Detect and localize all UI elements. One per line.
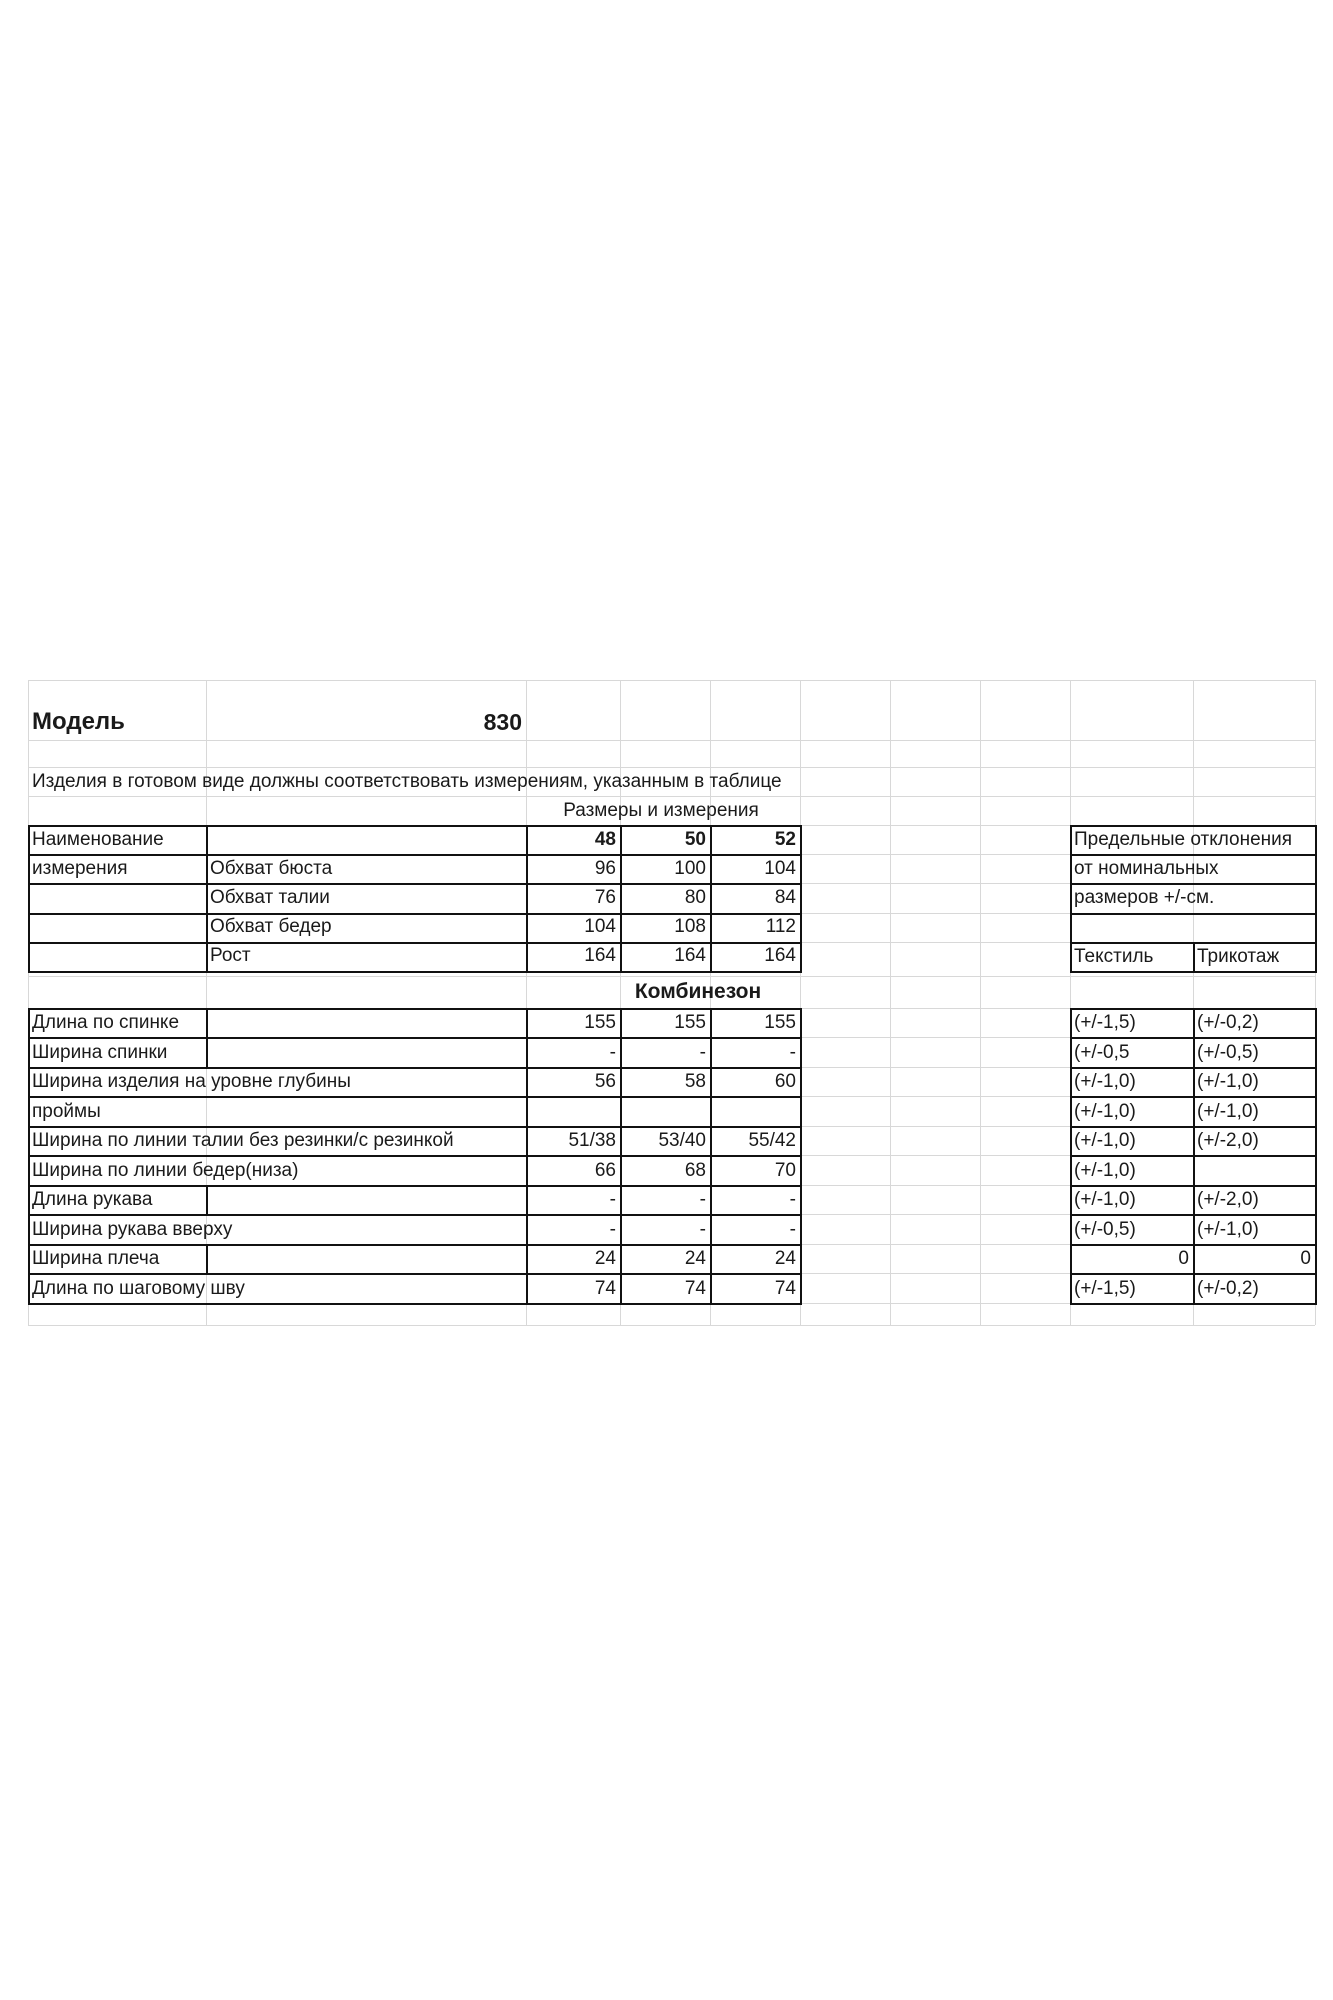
tolerance-textile: (+/-1,0) [1074,1071,1136,1092]
size-48-value: 66 [594,1159,616,1181]
tolerance-header-line2: от номинальных [1074,858,1219,879]
section-title: Комбинезон [634,980,762,1003]
note-text: Изделия в готовом виде должны соответствовать измерениям, указанным в таблице [32,771,782,792]
product-measurement-name: Длина по спинке [32,1012,180,1033]
tolerance-knit: (+/-0,2) [1197,1277,1259,1299]
model-number: 830 [483,709,522,735]
tolerance-textile: 0 [1178,1248,1189,1269]
size-48-value: 24 [594,1248,616,1269]
tolerance-knit: 0 [1300,1248,1311,1269]
tolerance-knit: (+/-2,0) [1197,1130,1259,1151]
size-50-value [620,1097,710,1126]
size-52-value: 155 [764,1012,796,1033]
size-52-value: 104 [764,858,796,879]
tolerance-knit: (+/-1,0) [1197,1071,1259,1092]
border-line [1315,1008,1317,1305]
tolerance-knit: (+/-1,0) [1197,1218,1259,1240]
size-50-value: 68 [684,1159,706,1181]
size-52-value: 84 [774,887,796,908]
model-label: Модель [32,708,125,735]
size-52-header: 52 [774,829,796,850]
border-line [206,1185,208,1215]
border-line [206,1244,208,1274]
product-measurement-name: Длина по шаговому шву [32,1277,245,1299]
name-column-header-line2: измерения [32,858,128,879]
border-line [28,1303,800,1305]
size-50-value: - [699,1041,706,1063]
product-measurement-name: Ширина плеча [32,1248,160,1269]
size-50-value: 155 [674,1012,706,1033]
size-48-value: 155 [584,1012,616,1033]
border-line [206,1008,208,1038]
tolerance-textile: (+/-1,0) [1074,1100,1136,1122]
name-column-header-line1: Наименование [32,829,164,850]
size-52-value: 74 [774,1277,796,1299]
product-measurement-name: Ширина по линии талии без резинки/с резинкой [32,1130,454,1151]
border-line [800,825,802,973]
size-52-value: 24 [774,1248,796,1269]
tolerance-knit: (+/-2,0) [1197,1189,1259,1210]
body-measurement-name: Рост [210,945,251,966]
grid-line [28,740,1315,741]
size-48-value: - [609,1218,616,1240]
size-48-value: 96 [594,858,616,879]
size-50-value: - [699,1218,706,1240]
border-line [800,1008,802,1305]
tolerance-knit [1193,1156,1201,1185]
size-48-value: 51/38 [568,1130,616,1151]
tolerance-textile: (+/-1,0) [1074,1130,1136,1151]
size-50-header: 50 [684,829,706,850]
size-52-value: - [789,1218,796,1240]
size-48-value: - [609,1189,616,1210]
size-50-value: 108 [674,916,706,937]
border-line [206,1038,208,1068]
size-48-value: 56 [594,1071,616,1092]
tolerance-knit: (+/-0,2) [1197,1012,1259,1033]
product-measurement-name: Ширина изделия на уровне глубины [32,1071,351,1092]
size-48-value [526,1097,620,1126]
tolerance-header-line3: размеров +/-см. [1074,887,1215,908]
tolerance-knit: (+/-0,5) [1197,1041,1259,1063]
tolerance-textile: (+/-0,5 [1074,1041,1130,1063]
size-52-value: 112 [765,916,796,937]
size-50-value: 80 [684,887,706,908]
body-measurement-name: Обхват бедер [210,916,332,937]
size-52-value: 55/42 [748,1130,796,1151]
tolerance-textile: (+/-1,0) [1074,1159,1136,1181]
grid-line [980,680,981,1325]
size-48-value: 104 [584,916,616,937]
size-50-value: 58 [684,1071,706,1092]
tolerance-textile: (+/-1,5) [1074,1277,1136,1299]
size-52-value: - [789,1189,796,1210]
product-measurement-name: Ширина спинки [32,1041,168,1063]
size-52-value: 164 [764,945,796,966]
sizes-title: Размеры и измерения [563,800,759,821]
tolerance-textile-header: Текстиль [1074,946,1154,967]
size-50-value: - [699,1189,706,1210]
body-measurement-name: Обхват талии [210,887,330,908]
tolerance-textile: (+/-1,0) [1074,1189,1136,1210]
size-48-value: 76 [594,887,616,908]
size-50-value: 24 [684,1248,706,1269]
size-50-value: 164 [674,945,706,966]
size-50-value: 74 [684,1277,706,1299]
size-50-value: 53/40 [658,1130,706,1151]
size-48-value: - [609,1041,616,1063]
size-52-value [710,1097,800,1126]
border-line [1315,825,1317,973]
size-48-value: 74 [594,1277,616,1299]
size-52-value: 60 [774,1071,796,1092]
size-48-value: 164 [584,945,616,966]
tolerance-header-line1: Предельные отклонения [1074,829,1293,850]
border-line [1070,913,1315,915]
product-measurement-name: проймы [32,1100,101,1122]
product-measurement-name: Ширина рукава вверху [32,1218,233,1240]
product-measurement-name: Ширина по линии бедер(низа) [32,1159,299,1181]
tolerance-textile: (+/-1,5) [1074,1012,1136,1033]
size-48-header: 48 [594,829,616,850]
body-measurement-name: Обхват бюста [210,858,333,879]
size-52-value: - [789,1041,796,1063]
size-52-value: 70 [774,1159,796,1181]
tolerance-textile: (+/-0,5) [1074,1218,1136,1240]
grid-line [28,680,1315,681]
size-50-value: 100 [674,858,706,879]
tolerance-knit: (+/-1,0) [1197,1100,1259,1122]
border-line [28,971,800,973]
grid-line [890,680,891,1325]
tolerance-knit-header: Трикотаж [1197,946,1280,967]
grid-line [28,1325,1315,1326]
product-measurement-name: Длина рукава [32,1189,153,1210]
